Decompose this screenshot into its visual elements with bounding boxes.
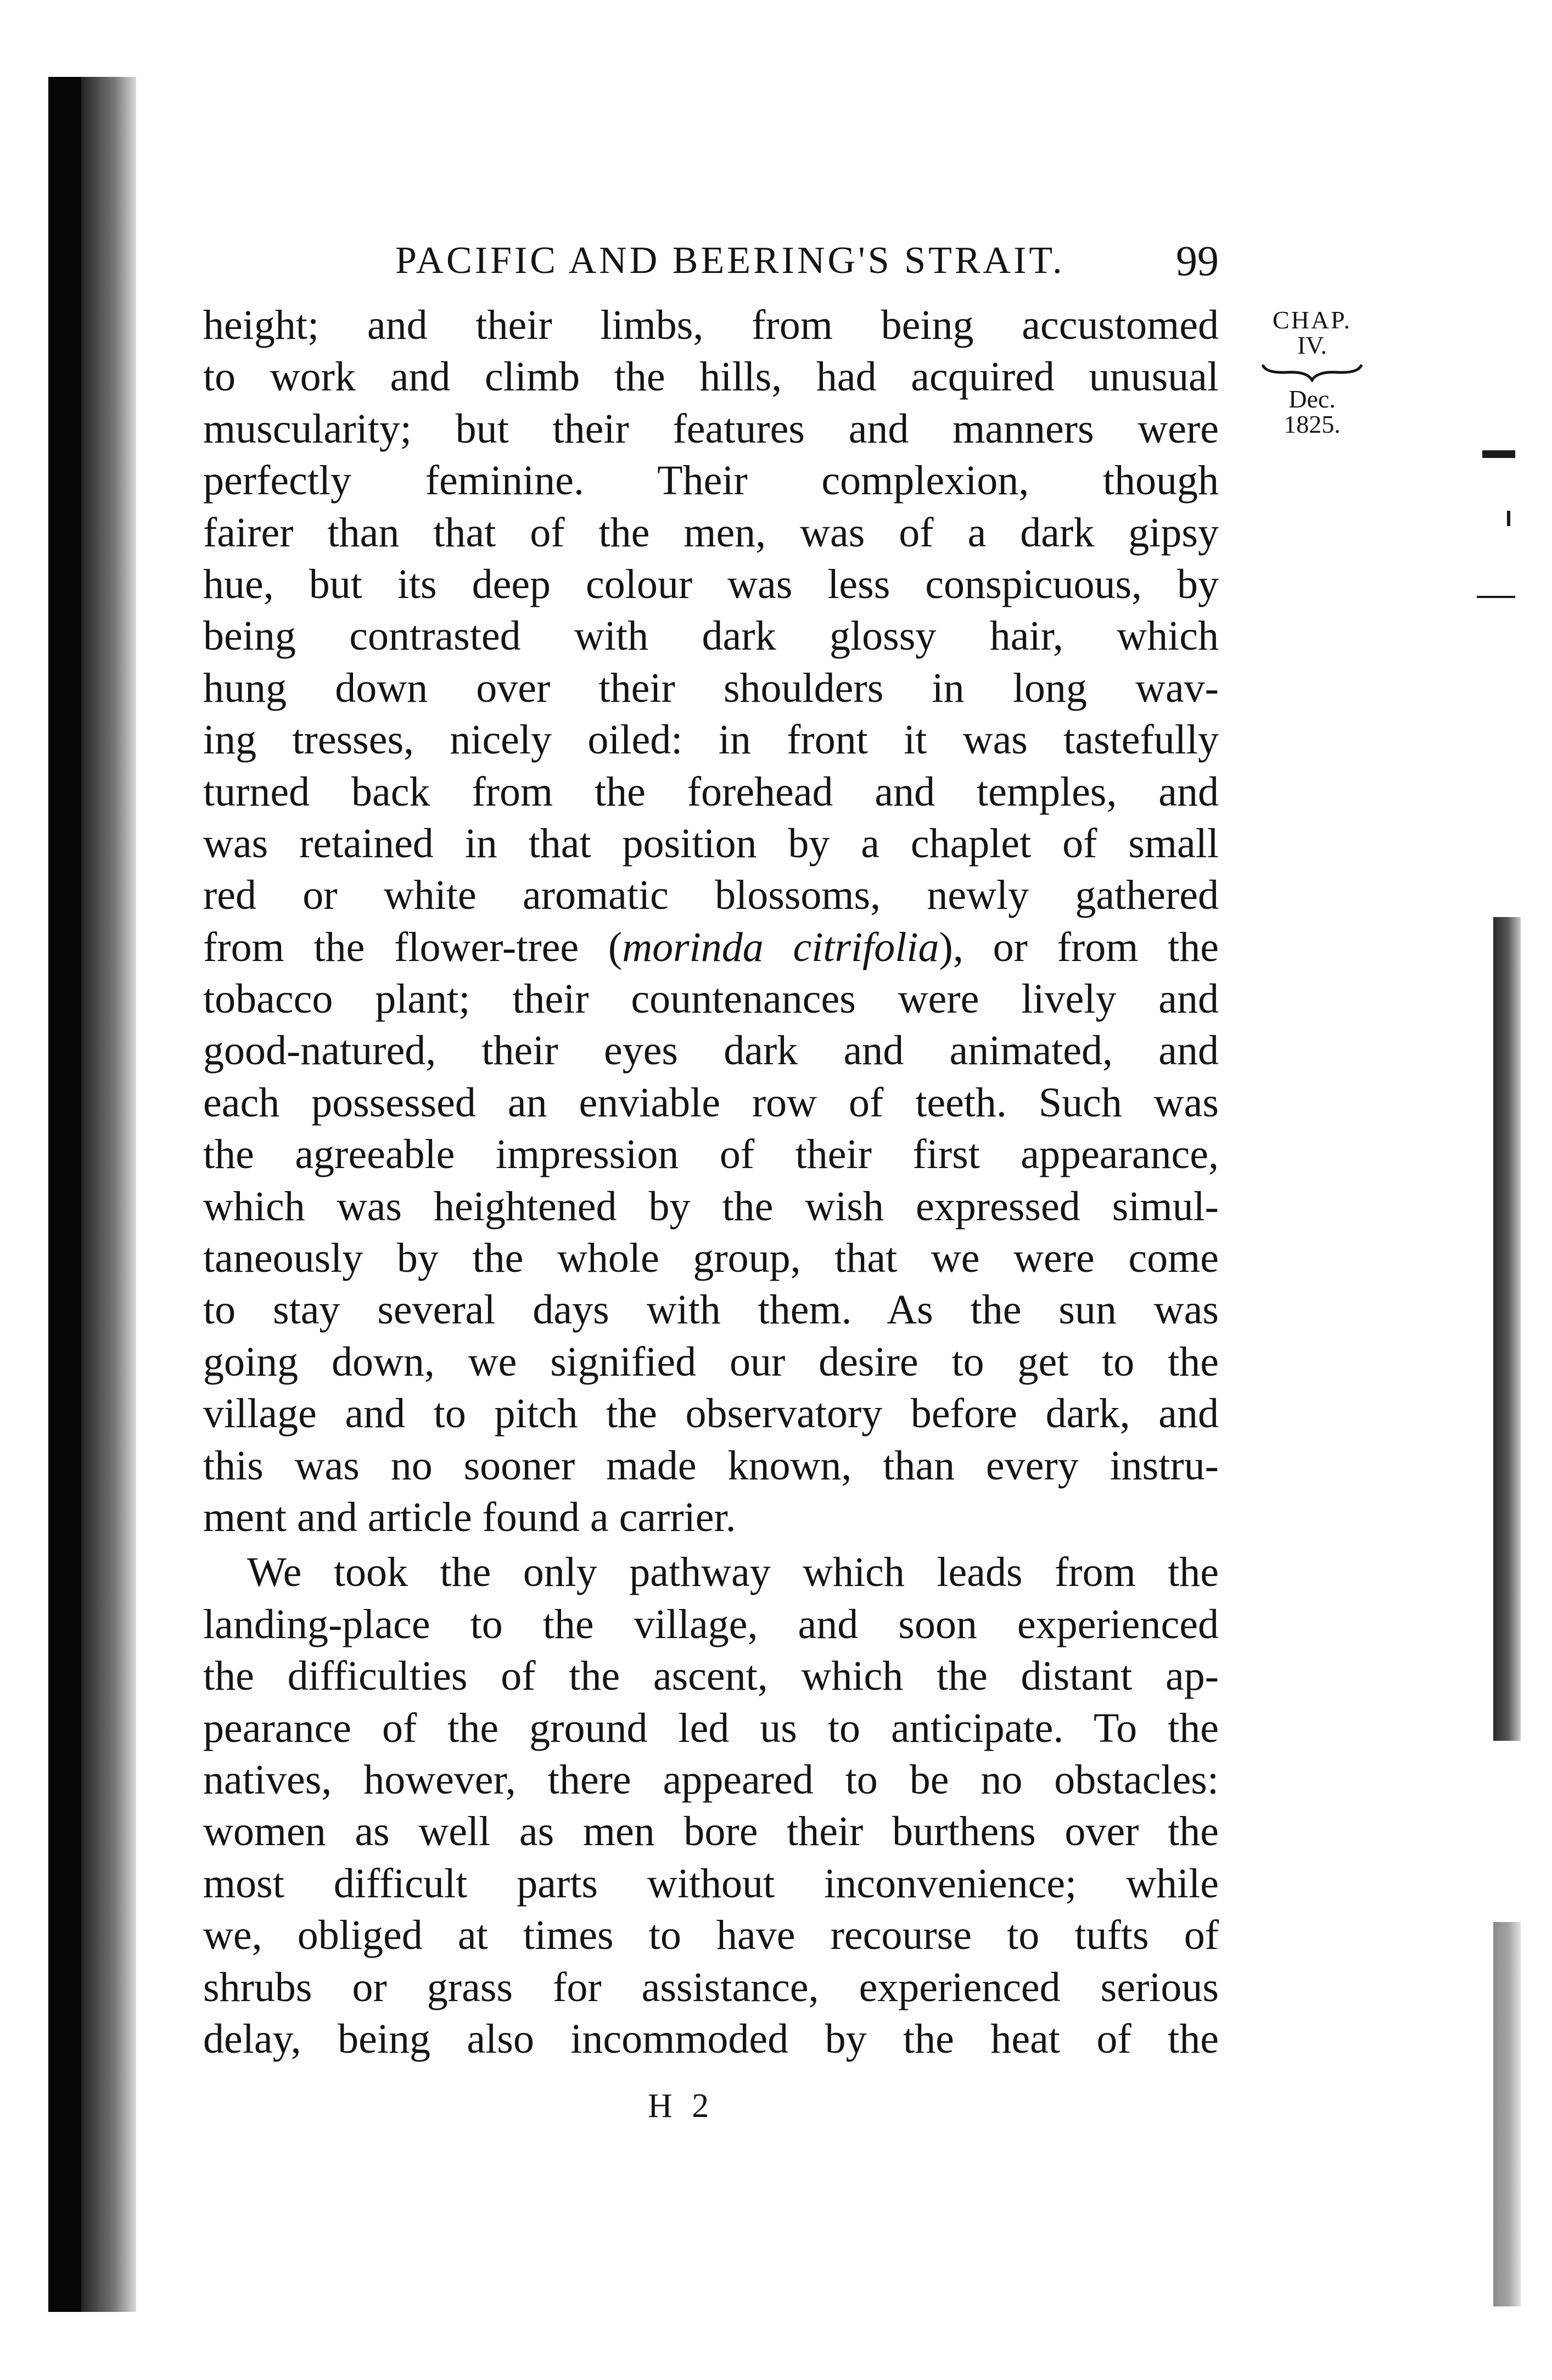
text-line: was retained in that position by a chaplet of small [203, 820, 1219, 867]
text-line: We took the only pathway which leads from the [247, 1549, 1219, 1596]
edge-mark [1507, 511, 1510, 526]
text-line: height; and their limbs, from being accustomed [203, 302, 1219, 348]
margin-year: 1825. [1284, 410, 1341, 438]
italic-species-name: morinda citrifolia [622, 924, 939, 970]
signature-mark: H 2 [648, 2087, 715, 2125]
body-text [203, 299, 1219, 2065]
chapter-label: CHAP. [1272, 306, 1352, 334]
text-line: we, obliged at times to have recourse to tufts of [203, 1912, 1219, 1959]
margin-month: Dec. [1288, 385, 1336, 413]
binding-shadow-core [48, 77, 81, 2312]
bleed-through-right-lower [1493, 1922, 1521, 2306]
text-line: muscularity; but their features and manners were [203, 405, 1219, 452]
text-line: perfectly feminine. Their complexion, though [203, 457, 1219, 504]
chapter-number: IV. [1297, 331, 1327, 359]
text-line: turned back from the forehead and temples, and [203, 768, 1219, 815]
text-line-with-italic [203, 921, 1219, 973]
text-line: the difficulties of the ascent, which the distant ap- [203, 1653, 1219, 1700]
text-line: to stay several days with them. As the sun was [203, 1287, 1219, 1333]
paragraph-2 [203, 1546, 1219, 2065]
running-head [203, 231, 1219, 291]
text-line: most difficult parts without inconvenience; while [203, 1860, 1219, 1907]
text-line: being contrasted with dark glossy hair, which [203, 613, 1219, 660]
text-line: each possessed an enviable row of teeth. Such was [203, 1079, 1219, 1126]
text-line: shrubs or grass for assistance, experienced serious [203, 1964, 1219, 2010]
curly-brace-icon [1260, 360, 1364, 382]
text-line: village and to pitch the observatory before dark, and [203, 1390, 1219, 1437]
text-segment: ), or from the [939, 924, 1219, 970]
text-line: ing tresses, nicely oiled: in front it was tastefully [203, 717, 1219, 763]
binding-shadow-left [48, 77, 136, 2312]
text-line: pearance of the ground led us to anticipate. To the [203, 1705, 1219, 1751]
text-line: fairer than that of the men, was of a dark gipsy [203, 509, 1219, 556]
text-line: taneously by the whole group, that we were come [203, 1235, 1219, 1282]
text-segment: from the flower-tree ( [203, 924, 623, 970]
text-line: good-natured, their eyes dark and animated, and [203, 1027, 1219, 1074]
text-line: the agreeable impression of their first appearance, [203, 1131, 1219, 1178]
text-line: women as well as men bore their burthens over the [203, 1808, 1219, 1855]
running-title: PACIFIC AND BEERING'S STRAIT. [395, 239, 1065, 282]
text-line: which was heightened by the wish expressed simul- [203, 1183, 1219, 1230]
edge-mark [1482, 450, 1515, 458]
margin-note [1257, 308, 1367, 437]
text-line: hue, but its deep colour was less conspicuous, by [203, 561, 1219, 607]
text-line: red or white aromatic blossoms, newly gathered [203, 872, 1219, 919]
edge-mark [1477, 596, 1515, 598]
text-line: landing-place to the village, and soon experienced [203, 1601, 1219, 1647]
text-line: hung down over their shoulders in long wav- [203, 664, 1219, 711]
text-line: to work and climb the hills, had acquired unusual [203, 354, 1219, 400]
bleed-through-right-upper [1493, 917, 1521, 1741]
text-line: this was no sooner made known, than every instru- [203, 1442, 1219, 1489]
text-line: ment and article found a carrier. [203, 1494, 736, 1540]
text-line: going down, we signified our desire to get to the [203, 1338, 1219, 1385]
text-line: natives, however, there appeared to be no obstacles: [203, 1756, 1219, 1803]
text-line: tobacco plant; their countenances were lively and [203, 976, 1219, 1023]
text-line: delay, being also incommoded by the heat of the [203, 2015, 1219, 2062]
page-number: 99 [1176, 237, 1219, 284]
paragraph-1 [203, 299, 1219, 1543]
